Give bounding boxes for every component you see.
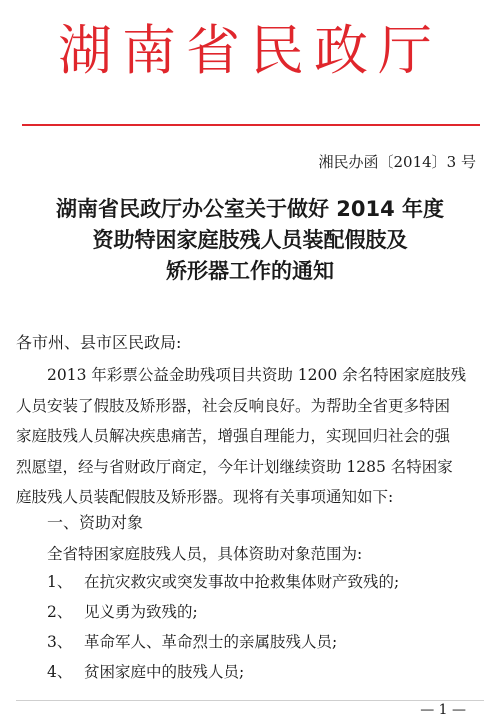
list-item-text: 见义勇为致残的;	[84, 603, 198, 621]
paragraph-line: 庭肢残人员装配假肢及矫形器。现将有关事项通知如下:	[16, 488, 394, 506]
list-item-number: 4、	[47, 663, 73, 681]
list-item	[47, 661, 399, 691]
letterhead-org-name: 湖南省民政厅	[58, 19, 442, 82]
list-item	[47, 571, 399, 601]
list-item-number: 3、	[47, 633, 73, 651]
paragraph-line: 烈愿望，经与省财政厅商定，今年计划继续资助 1285 名特困家	[16, 457, 453, 476]
document-title-line: 资助特困家庭肢残人员装配假肢及	[92, 228, 408, 252]
intro-paragraph	[16, 360, 484, 513]
list-item	[47, 601, 399, 631]
document-title	[20, 194, 480, 287]
list-item-text: 在抗灾救灾或突发事故中抢救集体财产致残的;	[84, 573, 400, 591]
document-number: 湘民办函〔2014〕3 号	[318, 153, 476, 171]
salutation: 各市州、县市区民政局:	[16, 333, 182, 352]
list-item-text: 贫困家庭中的肢残人员;	[84, 663, 245, 681]
document-title-line: 矫形器工作的通知	[166, 259, 334, 283]
list-item-number: 1、	[47, 573, 73, 591]
paragraph-line: 2013 年彩票公益金助残项目共资助 1200 余名特困家庭肢残	[47, 366, 467, 384]
section-heading: 一、资助对象	[47, 513, 144, 532]
scope-intro: 全省特困家庭肢残人员，具体资助对象范围为:	[47, 545, 363, 563]
paragraph-line: 人员安装了假肢及矫形器，社会反响良好。为帮助全省更多特困	[16, 396, 451, 415]
paragraph-line: 家庭肢残人员解决疾患痛苦，增强自理能力，实现回归社会的强	[16, 427, 451, 445]
footer-rule	[16, 700, 484, 701]
list-item-number: 2、	[47, 603, 73, 621]
document-title-line: 湖南省民政厅办公室关于做好 2014 年度	[55, 197, 445, 221]
eligibility-list	[47, 571, 399, 691]
list-item-text: 革命军人、革命烈士的亲属肢残人员;	[84, 633, 338, 651]
list-item	[47, 631, 399, 661]
page-number: — 1 —	[420, 702, 466, 718]
letterhead-red-rule	[22, 124, 480, 126]
